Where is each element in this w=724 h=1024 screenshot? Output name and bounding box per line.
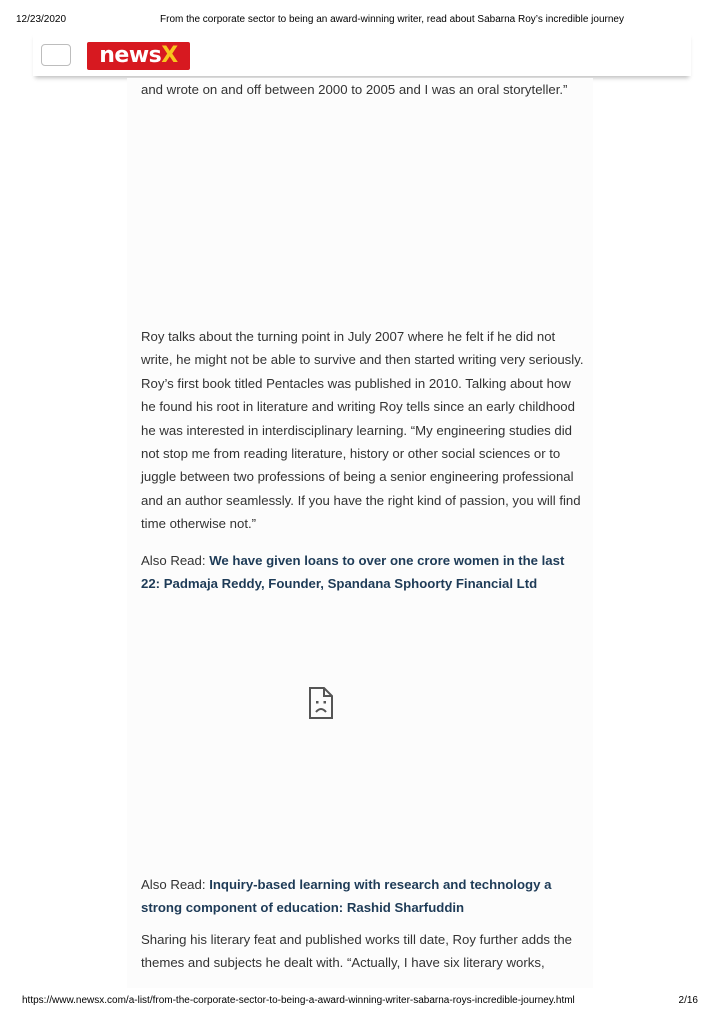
print-date: 12/23/2020 <box>16 14 67 25</box>
also-read-2 <box>141 873 586 920</box>
print-title: From the corporate sector to being an award-winning writer, read about Sabarna Roy’s incredible journey <box>160 14 624 25</box>
also-read-2-link[interactable]: Inquiry-based learning with research and technology a strong component of education: Rashid Sharfuddin <box>141 877 552 916</box>
print-header <box>0 0 724 28</box>
article-body <box>127 78 593 988</box>
logo-text-accent: X <box>161 43 178 68</box>
footer-page-number: 2/16 <box>678 995 698 1006</box>
logo-text-main: news <box>99 43 162 68</box>
also-read-1-link[interactable]: We have given loans to over one crore women in the last 22: Padmaja Reddy, Founder, Spandana Sphoorty Financial Ltd <box>141 553 565 592</box>
also-read-label: Also Read: <box>141 553 210 568</box>
article-paragraph-continued <box>141 62 586 102</box>
footer-url: https://www.newsx.com/a-list/from-the-corporate-sector-to-being-a-award-winning-writer-sabarna-roys-incredible-journey.html <box>22 995 575 1006</box>
paragraph-text: and wrote on and off between 2000 to 2005 and I was an oral storyteller.” <box>141 82 568 97</box>
print-footer <box>0 992 724 1012</box>
also-read-1 <box>141 549 586 596</box>
also-read-label: Also Read: <box>141 877 210 892</box>
broken-file-icon <box>307 686 335 720</box>
article-paragraph-literary-works: Sharing his literary feat and published works till date, Roy further adds the themes and subjects he dealt with. “Actually, I have six literary works, <box>141 932 573 971</box>
article-paragraph-turning-point: Roy talks about the turning point in July 2007 where he felt if he did not write, he might not be able to survive and then started writing very seriously. Roy’s first book titled Pentacles was published in 2010. Talking about how he found his root in literature and writing Roy tells since an early childhood he was interested in interdisciplinary learning. “My engineering studies did not stop me from reading literature, history or other social sciences or to juggle between two professions of being a senior engineering professional and an author seamlessly. If you have the right kind of passion, you will find time otherwise not.” <box>141 329 584 532</box>
hamburger-menu-icon[interactable] <box>41 44 71 66</box>
